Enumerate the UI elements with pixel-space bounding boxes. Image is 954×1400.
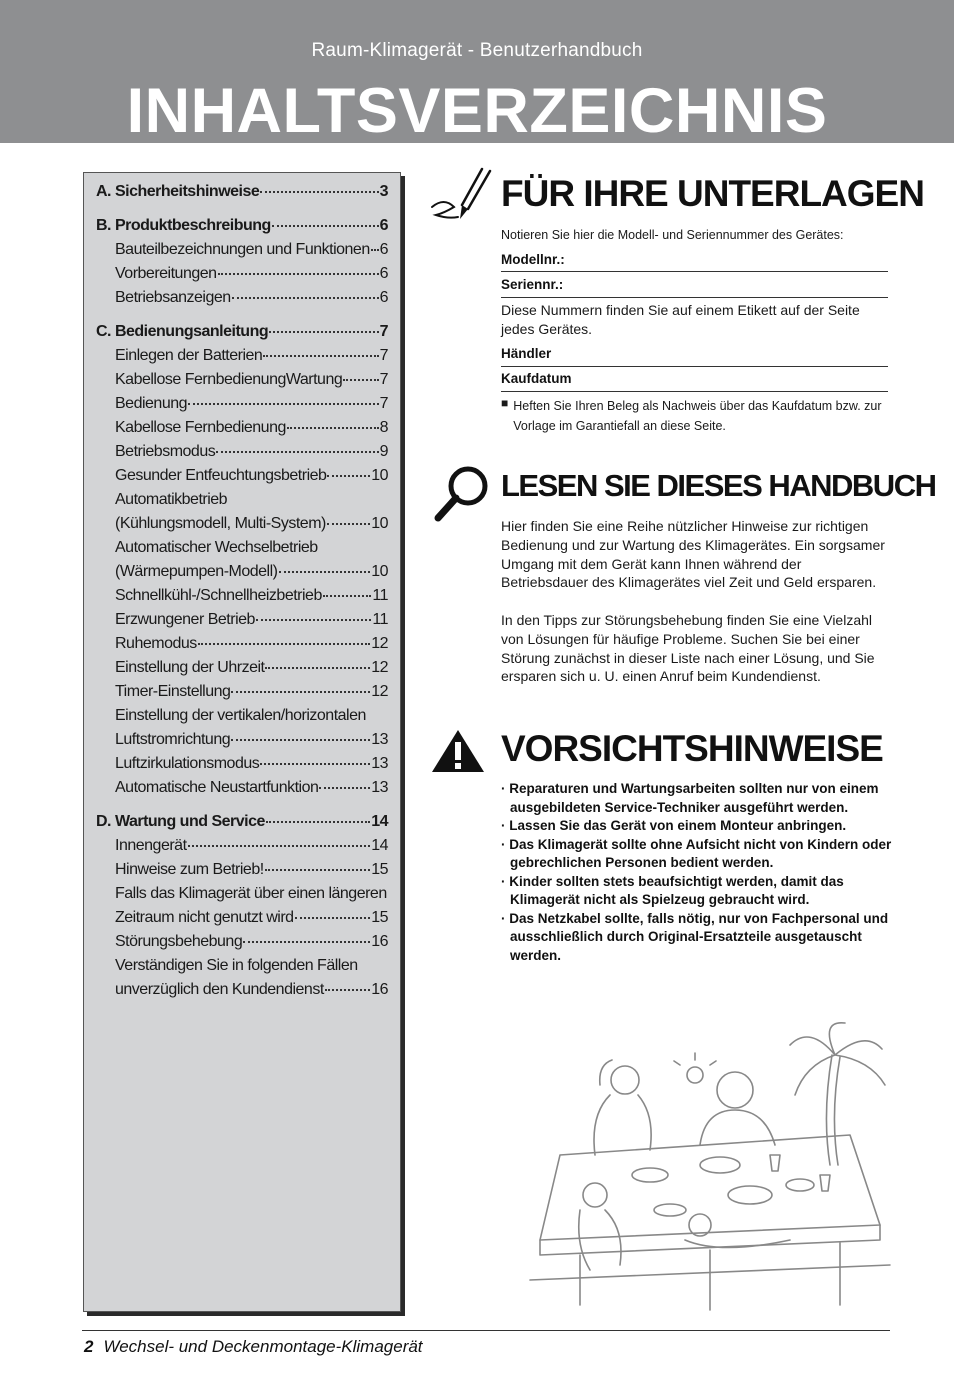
precaution-item: · Reparaturen und Wartungsarbeiten sollten nur von einem ausgebildeten Service-Techniker ausgeführt werden. [501,781,879,815]
toc-item[interactable]: Luftstromrichtung 13 [115,731,388,748]
records-intro: Notieren Sie hier die Modell- und Seriennummer des Gerätes: [501,228,844,242]
toc-item[interactable]: Erzwungener Betrieb 11 [115,611,388,628]
toc-item[interactable]: Bedienung 7 [115,395,388,412]
toc-item[interactable]: Timer-Einstellung 12 [115,683,388,700]
precaution-item: · Das Netzkabel sollte, falls nötig, nur von Fachpersonal und ausschließlich durch Original-Ersatzteile ausgetauscht werden. [501,910,889,963]
family-picnic-illustration [520,1015,900,1320]
toc-item[interactable]: Einlegen der Batterien 7 [115,347,388,364]
table-of-contents [83,172,401,1312]
precaution-item: · Lassen Sie das Gerät von einem Monteur anbringen. [501,818,847,833]
toc-item[interactable]: Hinweise zum Betrieb! 15 [115,861,388,878]
toc-item[interactable]: Vorbereitungen 6 [115,265,388,282]
footer-rule [82,1330,890,1331]
read-manual-title: LESEN SIE DIESES HANDBUCH [501,468,936,503]
manual-subtitle: Raum-Klimagerät - Benutzerhandbuch [311,40,643,61]
toc-item[interactable]: Kabellose FernbedienungWartung 7 [115,371,388,388]
read-manual-section [430,462,936,712]
warning-icon [430,728,486,774]
read-manual-paragraph-2: In den Tipps zur Störungsbehebung finden Sie eine Vielzahl von Lösungen für häufige Probleme. Suchen Sie bei einer Störung zunächst in dieser Liste nach einer Lösung, und Sie ersparen sich u. U. einen Anruf beim Kundendienst. [501,612,875,685]
bullet-square-icon: ■ [501,396,509,410]
toc-item[interactable]: Automatische Neustartfunktion 13 [115,779,388,796]
records-note: Diese Nummern finden Sie auf einem Etikett auf der Seite jedes Gerätes. [501,302,860,337]
toc-item[interactable]: Bauteilbezeichnungen und Funktionen 6 [115,241,388,258]
serial-number-label: Seriennr.: [501,277,564,292]
toc-item-line1[interactable]: Falls das Klimagerät über einen längeren [115,885,387,902]
precaution-item: · Das Klimagerät sollte ohne Aufsicht nicht von Kindern oder gebrechlichen Personen bedient werden. [501,836,892,870]
toc-item[interactable]: (Kühlungsmodell, Multi-System) 10 [115,515,388,532]
header-banner [0,0,954,146]
toc-item[interactable]: Betriebsmodus 9 [115,443,388,460]
serial-number-field[interactable] [501,277,888,298]
toc-item[interactable]: Schnellkühl-/Schnellheizbetrieb 11 [115,587,388,604]
precautions-title: VORSICHTSHINWEISE [501,728,883,769]
records-section [430,165,924,445]
toc-section-c[interactable]: C. Bedienungsanleitung 7 [96,323,388,340]
toc-item[interactable]: Störungsbehebung 16 [115,933,388,950]
toc-section-d[interactable]: D. Wartung und Service 14 [96,813,388,830]
magnifier-icon [430,464,494,522]
toc-item[interactable]: Luftzirkulationsmodus 13 [115,755,388,772]
toc-section-b[interactable]: B. Produktbeschreibung 6 [96,217,388,234]
toc-item[interactable]: Zeitraum nicht genutzt wird 15 [115,909,388,926]
dealer-field[interactable] [501,346,888,367]
model-number-field[interactable] [501,252,888,272]
precaution-item: · Kinder sollten stets beaufsichtigt werden, damit das Klimagerät nicht als Spielzeug gebraucht wird. [501,873,844,907]
toc-item[interactable]: (Wärmepumpen-Modell) 10 [115,563,388,580]
toc-item[interactable]: Kabellose Fernbedienung 8 [115,419,388,436]
toc-item[interactable]: Einstellung der Uhrzeit 12 [115,659,388,676]
toc-section-a[interactable]: A. Sicherheitshinweise 3 [96,183,388,200]
toc-item[interactable]: Betriebsanzeigen 6 [115,289,388,306]
dealer-label: Händler [501,346,552,361]
model-number-label: Modellnr.: [501,252,565,267]
toc-item[interactable]: Gesunder Entfeuchtungsbetrieb 10 [115,467,388,484]
pen-icon [430,167,496,227]
page-footer [84,1337,423,1357]
page-number: 2 [84,1337,94,1356]
page-title: INHALTSVERZEICHNIS [126,76,828,146]
footer-text: Wechsel- und Deckenmontage-Klimagerät [103,1337,423,1356]
precautions-list [501,780,896,965]
purchase-date-label: Kaufdatum [501,371,572,386]
toc-item[interactable]: Innengerät 14 [115,837,388,854]
read-manual-paragraph-1: Hier finden Sie eine Reihe nützlicher Hinweise zur richtigen Bedienung und zur Wartung des Klimagerätes. Ein sorgsamer Umgang mit dem Gerät kann Ihnen während der Betriebsdauer des Klimagerätes viel Zeit und Geld ersparen. [501,518,885,591]
toc-item-line1[interactable]: Einstellung der vertikalen/horizontalen [115,707,366,724]
toc-item[interactable]: Ruhemodus 12 [115,635,388,652]
toc-item[interactable]: unverzüglich den Kundendienst 16 [115,981,388,998]
records-title: FÜR IHRE UNTERLAGEN [501,173,924,214]
toc-item-line1[interactable]: Verständigen Sie in folgenden Fällen [115,957,358,974]
toc-item-line1[interactable]: Automatikbetrieb [115,491,228,508]
receipt-note [501,396,896,436]
receipt-note-text: Heften Sie Ihren Beleg als Nachweis über das Kaufdatum bzw. zur Vorlage im Garantiefall an diese Seite. [513,399,882,433]
purchase-date-field[interactable] [501,371,888,392]
precautions-section [430,722,890,1012]
toc-item-line1[interactable]: Automatischer Wechselbetrieb [115,539,318,556]
